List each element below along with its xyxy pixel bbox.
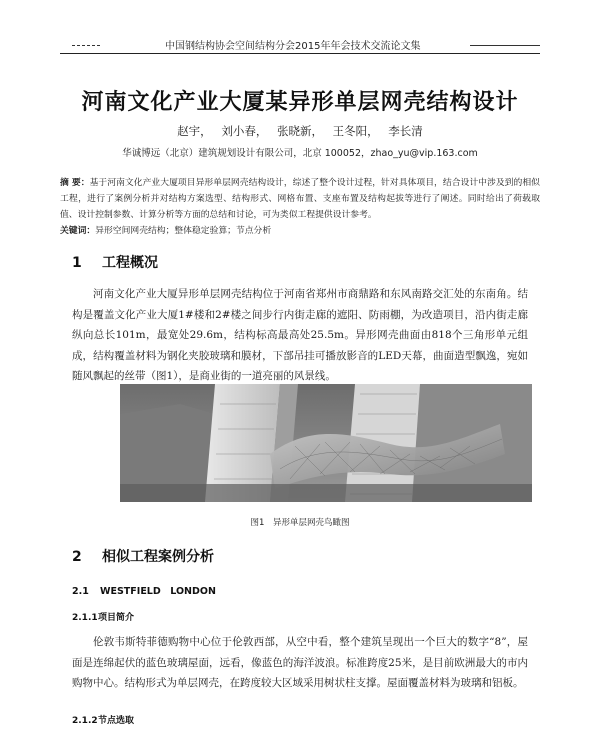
paper-title: 河南文化产业大厦某异形单层网壳结构设计 [81,90,519,115]
section-2-number: 2 [72,549,82,565]
affiliation: 华诚博远（北京）建筑规划设计有限公司，北京 100052，zhao_yu@vip.163.com [122,148,478,159]
section-2-1-1-number: 2.1.1 [72,613,98,623]
authors: 赵宇， 刘小春， 张晓新， 王冬阳， 李长清 [177,124,423,138]
header-text: 中国钢结构协会空间结构分会2015年年会技术交流论文集 [165,41,421,52]
figure-aerial-view [120,384,532,502]
section-2-title: 相似工程案例分析 [102,549,214,565]
section-1-number: 1 [72,255,82,271]
section-2-1-2-number: 2.1.2 [72,716,98,726]
running-header [60,36,540,54]
section-1-title: 工程概况 [102,255,158,271]
header-rule [60,53,540,54]
section-2-1-2-title: 节点选取 [98,716,135,726]
keywords [60,223,540,236]
section-2-1-1-heading [72,610,134,623]
header-dash-left [72,45,100,47]
section-2-1-title: WESTFIELD LONDON [100,586,216,597]
abstract [60,175,540,223]
section-2-1-1-paragraph: 伦敦韦斯特菲德购物中心位于伦敦西部，从空中看，整个建筑呈现出一个巨大的数字“8”，屋面是连绵起伏的蓝色玻璃屋面，远看，像蓝色的海洋波浪。标准跨度25米，是目前欧洲最大的市内购物中心。结构形式为单层网壳，在跨度较大区域采用树状柱支撑。屋面覆盖材料为玻璃和铝板。 [72,636,528,689]
section-1-heading [72,252,158,272]
section-2-1-2-heading [72,713,134,726]
abstract-label: 摘 要： [60,178,90,188]
section-2-1-heading [72,583,216,597]
section-1-paragraph: 河南文化产业大厦异形单层网壳结构位于河南省郑州市商鼎路和东风南路交汇处的东南角。结构是覆盖文化产业大厦1#楼和2#楼之间步行内街走廊的遮阳、防雨棚，为改造项目，沿内街走廊纵向总长101m，最宽处29.6m，结构标高最高处25.5m。异形网壳曲面由818个三角形单元组成，结构覆盖材料为钢化夹胶玻璃和膜材，下部吊挂可播放影音的LED天幕，曲面造型飘逸，宛如随风飘起的丝带（图1），是商业街的一道亮丽的风景线。 [72,288,528,382]
section-2-heading [72,546,214,566]
keywords-text: 异形空间网壳结构；整体稳定验算；节点分析 [95,226,272,236]
keywords-label: 关键词： [60,226,96,236]
section-2-1-number: 2.1 [72,586,89,597]
header-dash-right [470,45,540,46]
aerial-view-image [120,384,532,502]
figure-1-caption: 图1 异形单层网壳鸟瞰图 [250,518,350,528]
abstract-text: 基于河南文化产业大厦项目异形单层网壳结构设计，综述了整个设计过程，针对具体项目，结合设计中涉及到的相似工程，进行了案例分析并对结构方案选型、结构形式、网格布置、支座布置及结构起拔等进行了阐述。同时给出了荷载取值、设计控制参数、计算分析等方面的总结和讨论，可为类似工程提供设计参考。 [60,178,540,220]
section-2-1-1-title: 项目简介 [98,613,135,623]
